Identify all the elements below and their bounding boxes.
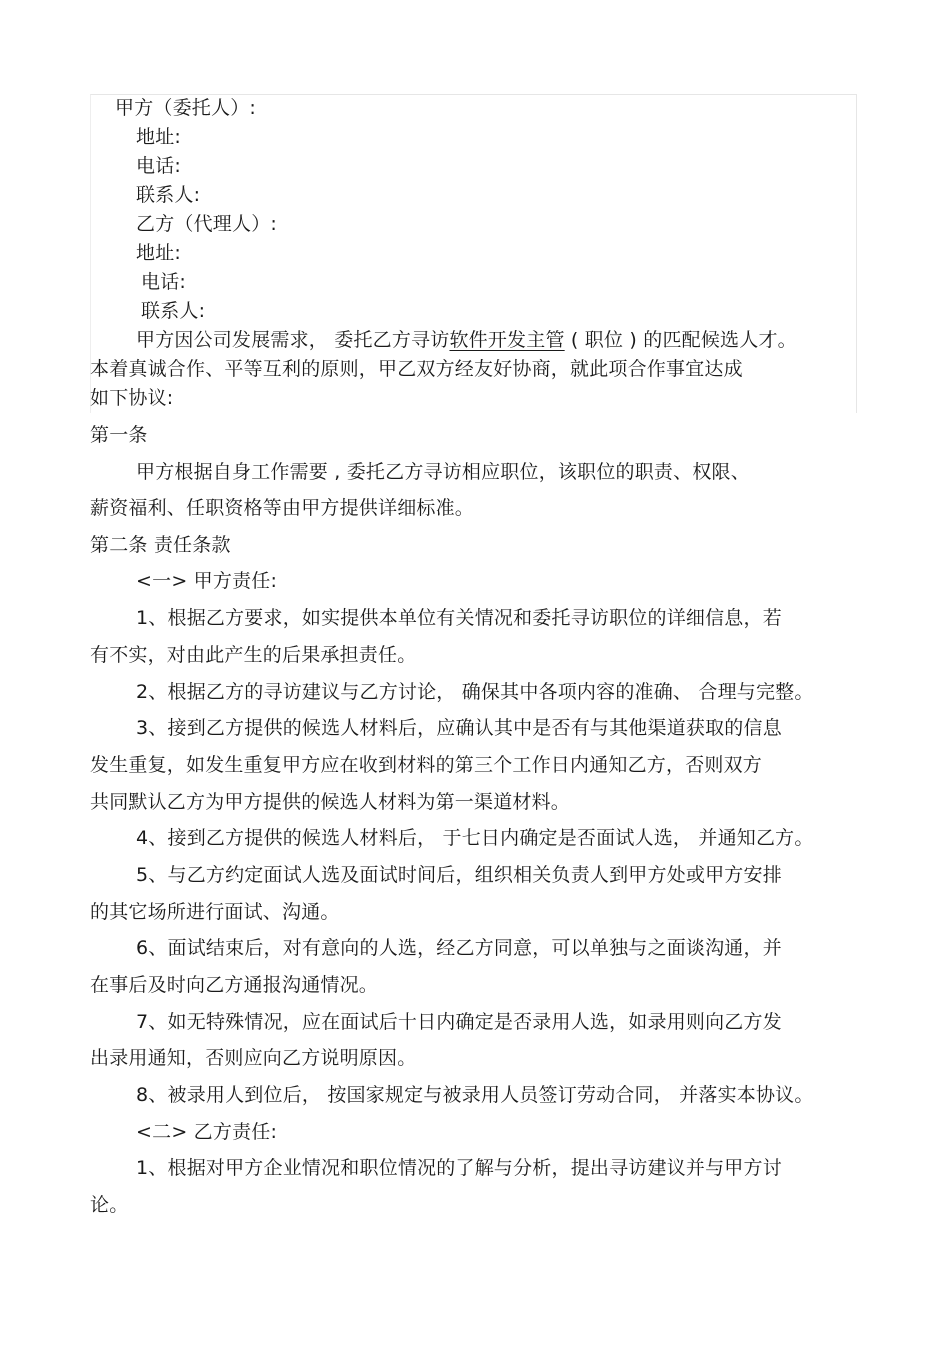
clause-a6-line2: 在事后及时向乙方通报沟通情况。 xyxy=(90,974,379,996)
clause-a4-line1: 4、接到乙方提供的候选人材料后， 于七日内确定是否面试人选， 并通知乙方。 xyxy=(136,827,814,849)
intro-paragraph-line3: 如下协议: xyxy=(90,387,174,409)
clause-a5-line2: 的其它场所进行面试、沟通。 xyxy=(90,901,340,923)
clause-a7-line2: 出录用通知，否则应向乙方说明原因。 xyxy=(90,1047,417,1069)
article1-line2: 薪资福利、任职资格等由甲方提供详细标准。 xyxy=(90,497,475,519)
clause-a3-line2: 发生重复，如发生重复甲方应在收到材料的第三个工作日内通知乙方，否则双方 xyxy=(90,754,763,776)
clause-a7-line1: 7、如无特殊情况，应在面试后十日内确定是否录用人选，如录用则向乙方发 xyxy=(136,1011,782,1033)
party-a-label: 甲方（委托人）: xyxy=(115,97,257,119)
party-b-label: 乙方（代理人）: xyxy=(136,213,278,235)
clause-a8-line1: 8、被录用人到位后， 按国家规定与被录用人员签订劳动合同， 并落实本协议。 xyxy=(136,1084,814,1106)
article1-line1: 甲方根据自身工作需要 , 委托乙方寻访相应职位，该职位的职责、权限、 xyxy=(136,461,750,483)
intro-paragraph-line2: 本着真诚合作、平等互利的原则，甲乙双方经友好协商，就此项合作事宜达成 xyxy=(90,358,743,380)
party-b-contact: 联系人: xyxy=(141,300,206,322)
party-b-phone: 电话: xyxy=(141,271,187,293)
article1-title: 第一条 xyxy=(90,424,148,446)
party-a-contact: 联系人: xyxy=(136,184,201,206)
clause-b1-line2: 论。 xyxy=(90,1194,129,1216)
party-a-address: 地址: xyxy=(136,126,182,148)
clause-a1-line2: 有不实，对由此产生的后果承担责任。 xyxy=(90,644,417,666)
intro-position: 软件开发主管 xyxy=(449,329,565,351)
intro-text-part2: ( 职位 ) 的匹配候选人才。 xyxy=(564,329,797,351)
clause-a5-line1: 5、与乙方约定面试人选及面试时间后，组织相关负责人到甲方处或甲方安排 xyxy=(136,864,782,886)
intro-text-part1: 甲方因公司发展需求， 委托乙方寻访 xyxy=(136,329,450,351)
clause-a2-line1: 2、根据乙方的寻访建议与乙方讨论， 确保其中各项内容的准确、 合理与完整。 xyxy=(136,681,814,703)
clause-a3-line1: 3、接到乙方提供的候选人材料后，应确认其中是否有与其他渠道获取的信息 xyxy=(136,717,782,739)
party-a-phone: 电话: xyxy=(136,155,182,177)
clause-a6-line1: 6、面试结束后，对有意向的人选，经乙方同意，可以单独与之面谈沟通，并 xyxy=(136,937,782,959)
clause-a1-line1: 1、根据乙方要求，如实提供本单位有关情况和委托寻访职位的详细信息，若 xyxy=(136,607,782,629)
section-b-title: <二> 乙方责任: xyxy=(136,1121,278,1143)
clause-a3-line3: 共同默认乙方为甲方提供的候选人材料为第一渠道材料。 xyxy=(90,791,571,813)
intro-paragraph-line1 xyxy=(136,328,797,352)
clause-b1-line1: 1、根据对甲方企业情况和职位情况的了解与分析，提出寻访建议并与甲方讨 xyxy=(136,1157,782,1179)
article2-title: 第二条 责任条款 xyxy=(90,534,231,556)
party-b-address: 地址: xyxy=(136,242,182,264)
section-a-title: <一> 甲方责任: xyxy=(136,570,278,592)
